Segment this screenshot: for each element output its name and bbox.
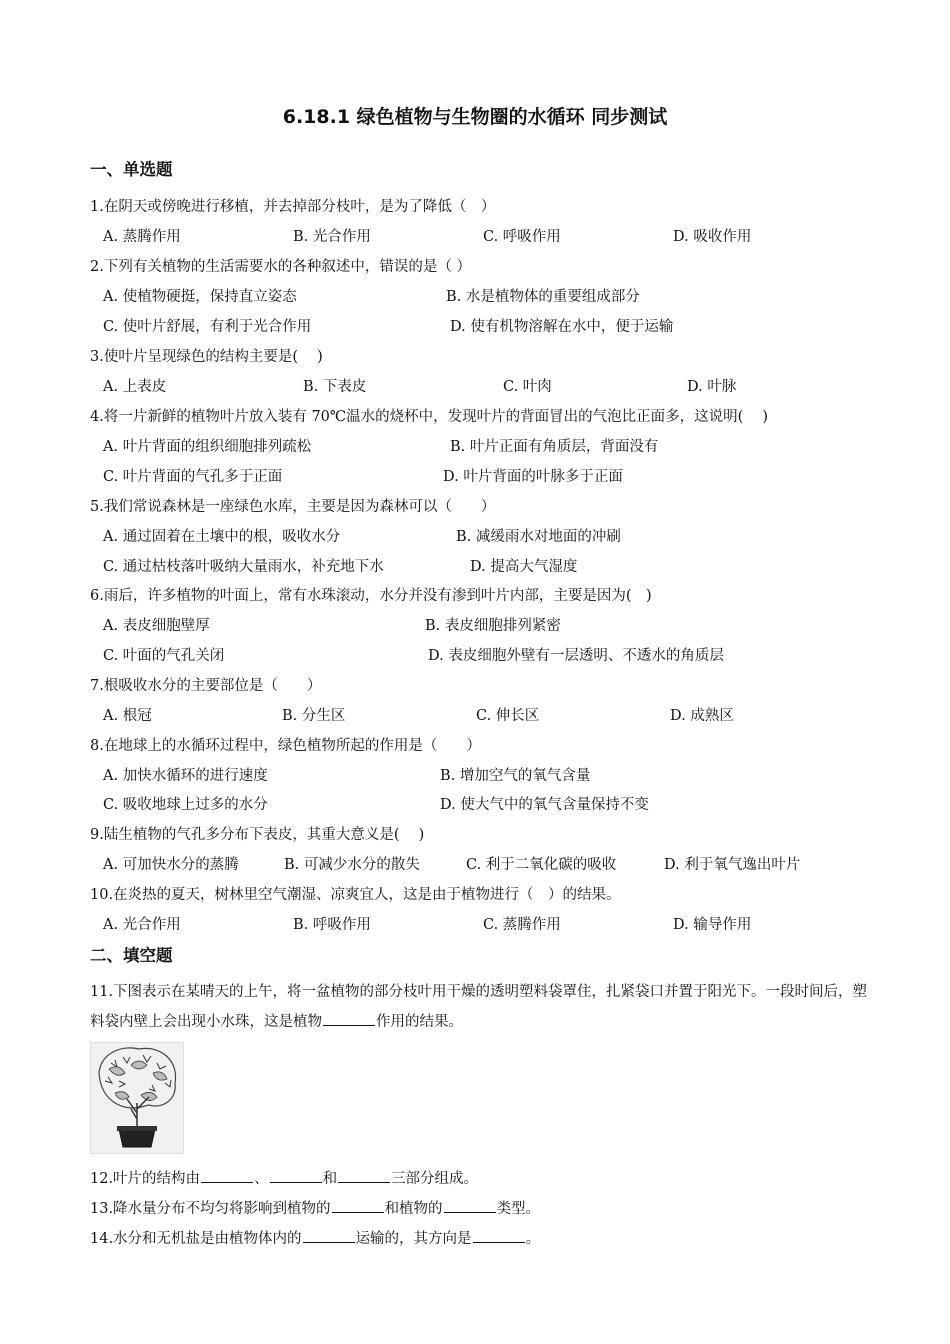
option: C. 叶面的气孔关闭 bbox=[103, 648, 225, 664]
option: C. 伸长区 bbox=[476, 708, 540, 724]
fill-question-13 bbox=[90, 1197, 540, 1218]
option: A. 上表皮 bbox=[103, 379, 167, 395]
question-stem: 2.下列有关植物的生活需要水的各种叙述中，错误的是（ ） bbox=[90, 259, 471, 275]
fill-text: 、 bbox=[254, 1171, 269, 1187]
question-stem: 6.雨后，许多植物的叶面上，常有水珠滚动，水分并没有渗到叶片内部，主要是因为( ) bbox=[90, 588, 652, 604]
fill-text: 14.水分和无机盐是由植物体内的 bbox=[90, 1231, 302, 1247]
fill-text: 11.下图表示在某晴天的上午，将一盆植物的部分枝叶用干燥的透明塑料袋罩住，扎紧袋口并置于阳光下。一段时间后，塑料袋内壁上会出现小水珠，这是植物 bbox=[90, 984, 868, 1030]
option: B. 下表皮 bbox=[303, 379, 367, 395]
option: B. 增加空气的氧气含量 bbox=[440, 768, 591, 784]
option: C. 使叶片舒展，有利于光合作用 bbox=[103, 319, 312, 335]
fill-text: 。 bbox=[525, 1231, 541, 1247]
option: B. 可减少水分的散失 bbox=[284, 857, 420, 873]
fill-question-14 bbox=[90, 1227, 540, 1248]
option: B. 减缓雨水对地面的冲刷 bbox=[456, 529, 621, 545]
fill-text: 作用的结果。 bbox=[376, 1014, 463, 1030]
option: A. 通过固着在土壤中的根，吸收水分 bbox=[103, 529, 341, 545]
answer-blank[interactable] bbox=[323, 1011, 375, 1026]
option: A. 可加快水分的蒸腾 bbox=[103, 857, 239, 873]
fill-text: 和植物的 bbox=[384, 1201, 443, 1217]
option: B. 分生区 bbox=[282, 708, 346, 724]
fill-text: 三部分组成。 bbox=[391, 1171, 479, 1187]
option: D. 使大气中的氧气含量保持不变 bbox=[440, 797, 649, 813]
option: C. 呼吸作用 bbox=[483, 229, 561, 245]
option: C. 叶片背面的气孔多于正面 bbox=[103, 469, 283, 485]
page-title: 6.18.1 绿色植物与生物圈的水循环 同步测试 bbox=[282, 106, 668, 128]
option: D. 表皮细胞外壁有一层透明、不透水的角质层 bbox=[428, 648, 724, 664]
fill-text: 运输的，其方向是 bbox=[355, 1231, 472, 1247]
option: D. 吸收作用 bbox=[673, 229, 752, 245]
question-stem: 8.在地球上的水循环过程中，绿色植物所起的作用是（ ） bbox=[90, 738, 481, 754]
option: D. 叶脉 bbox=[687, 379, 737, 395]
option: D. 成熟区 bbox=[670, 708, 734, 724]
fill-text: 13.降水量分布不均匀将影响到植物的 bbox=[90, 1201, 331, 1217]
option: B. 表皮细胞排列紧密 bbox=[425, 618, 561, 634]
option: A. 光合作用 bbox=[103, 917, 181, 933]
option: A. 加快水循环的进行速度 bbox=[103, 768, 268, 784]
option: A. 根冠 bbox=[103, 708, 152, 724]
option: D. 提高大气湿度 bbox=[470, 559, 578, 575]
option: A. 使植物硬挺，保持直立姿态 bbox=[103, 289, 297, 305]
option: C. 吸收地球上过多的水分 bbox=[103, 797, 268, 813]
plant-figure bbox=[90, 1042, 184, 1154]
answer-blank[interactable] bbox=[270, 1168, 322, 1183]
question-stem: 7.根吸收水分的主要部位是（ ） bbox=[90, 678, 322, 694]
answer-blank[interactable] bbox=[473, 1228, 525, 1243]
option: A. 蒸腾作用 bbox=[103, 229, 181, 245]
fill-question-12 bbox=[90, 1167, 478, 1188]
fill-question-11 bbox=[90, 977, 870, 1037]
question-stem: 10.在炎热的夏天，树林里空气潮湿、凉爽宜人，这是由于植物进行（ ）的结果。 bbox=[90, 887, 621, 903]
fill-text: 和 bbox=[322, 1171, 338, 1187]
option: D. 输导作用 bbox=[673, 917, 752, 933]
section-heading-single: 一、单选题 bbox=[90, 160, 173, 179]
question-stem: 3.使叶片呈现绿色的结构主要是( ) bbox=[90, 349, 323, 365]
question-stem: 4.将一片新鲜的植物叶片放入装有 70℃温水的烧杯中，发现叶片的背面冒出的气泡比正面多，这说明( ) bbox=[90, 409, 769, 425]
fill-text: 12.叶片的结构由 bbox=[90, 1171, 201, 1187]
answer-blank[interactable] bbox=[444, 1198, 496, 1213]
answer-blank[interactable] bbox=[332, 1198, 384, 1213]
question-stem: 5.我们常说森林是一座绿色水库，主要是因为森林可以（ ） bbox=[90, 499, 496, 515]
section-heading-fill: 二、填空题 bbox=[90, 946, 173, 965]
option: A. 叶片背面的组织细胞排列疏松 bbox=[103, 439, 312, 455]
option: B. 叶片正面有角质层，背面没有 bbox=[450, 439, 659, 455]
option: C. 通过枯枝落叶吸纳大量雨水，补充地下水 bbox=[103, 559, 384, 575]
potted-plant-in-bag-icon bbox=[91, 1043, 183, 1153]
answer-blank[interactable] bbox=[201, 1168, 253, 1183]
option: B. 呼吸作用 bbox=[293, 917, 371, 933]
option: B. 光合作用 bbox=[293, 229, 371, 245]
option: A. 表皮细胞壁厚 bbox=[103, 618, 210, 634]
answer-blank[interactable] bbox=[338, 1168, 390, 1183]
option: D. 使有机物溶解在水中，便于运输 bbox=[450, 319, 674, 335]
option: D. 叶片背面的叶脉多于正面 bbox=[443, 469, 623, 485]
option: C. 叶肉 bbox=[503, 379, 552, 395]
option: C. 利于二氧化碳的吸收 bbox=[466, 857, 617, 873]
fill-text: 类型。 bbox=[496, 1201, 541, 1217]
question-stem: 9.陆生植物的气孔多分布下表皮，其重大意义是( ) bbox=[90, 827, 425, 843]
answer-blank[interactable] bbox=[303, 1228, 355, 1243]
question-stem: 1.在阴天或傍晚进行移植，并去掉部分枝叶，是为了降低（ ） bbox=[90, 199, 496, 215]
option: C. 蒸腾作用 bbox=[483, 917, 561, 933]
option: D. 利于氧气逸出叶片 bbox=[664, 857, 801, 873]
option: B. 水是植物体的重要组成部分 bbox=[446, 289, 640, 305]
